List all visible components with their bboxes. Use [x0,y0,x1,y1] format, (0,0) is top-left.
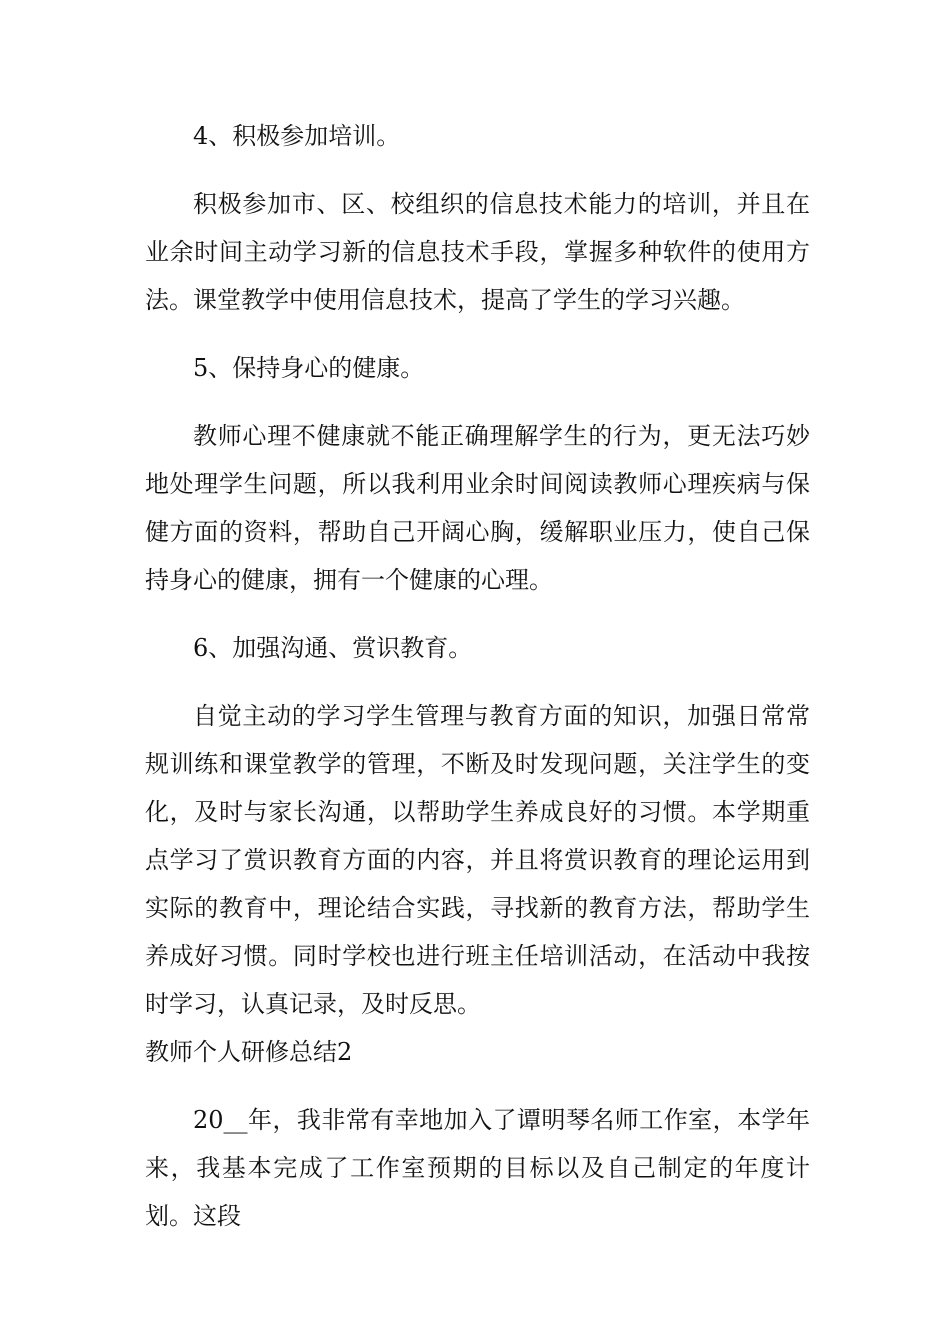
list-heading-4: 4、积极参加培训。 [193,122,401,150]
paragraph-health: 教师心理不健康就不能正确理解学生的行为，更无法巧妙地处理学生问题，所以我利用业余时间阅读教师心理疾病与保健方面的资料，帮助自己开阔心胸，缓解职业压力，使自己保持身心的健康，拥有一个健康的心理。 [145,422,810,594]
list-heading-5: 5、保持身心的健康。 [193,354,425,382]
paragraph-communication: 自觉主动的学习学生管理与教育方面的知识，加强日常常规训练和课堂教学的管理，不断及时发现问题，关注学生的变化，及时与家长沟通，以帮助学生养成良好的习惯。本学期重点学习了赏识教育方面的内容，并且将赏识教育的理论运用到实际的教育中，理论结合实践，寻找新的教育方法，帮助学生养成好习惯。同时学校也进行班主任培训活动，在活动中我按时学习，认真记录，及时反思。 [145,702,810,1018]
paragraph-training: 积极参加市、区、校组织的信息技术能力的培训，并且在业余时间主动学习新的信息技术手段，掌握多种软件的使用方法。课堂教学中使用信息技术，提高了学生的学习兴趣。 [145,190,810,314]
list-heading-6: 6、加强沟通、赏识教育。 [193,634,473,662]
section-heading: 教师个人研修总结2 [145,1038,353,1066]
paragraph-intro: 20__年，我非常有幸地加入了谭明琴名师工作室，本学年来，我基本完成了工作室预期的目标以及自己制定的年度计划。这段 [145,1106,810,1230]
document-body [145,112,810,1240]
